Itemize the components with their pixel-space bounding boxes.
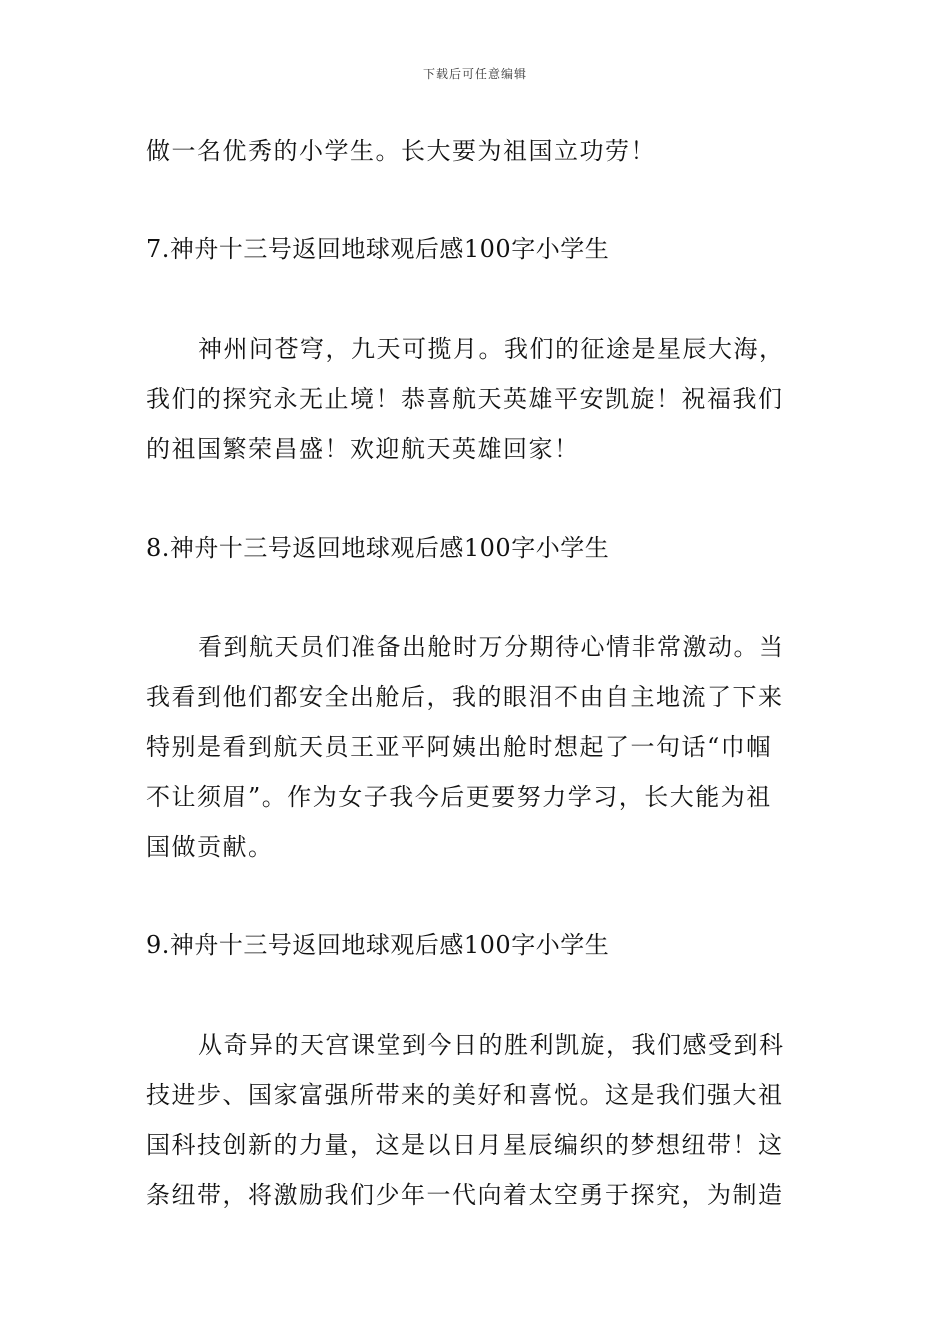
paragraph-line: 我看到他们都安全出舱后，我的眼泪不由自主地流了下来 [146, 683, 784, 711]
paragraph-line: 特别是看到航天员王亚平阿姨出舱时想起了一句话“巾帼 [146, 733, 772, 761]
paragraph-line: 做一名优秀的小学生。长大要为祖国立功劳！ [146, 137, 656, 165]
paragraph-line: 从奇异的天宫课堂到今日的胜利凯旋，我们感受到科 [198, 1031, 785, 1059]
section-heading-7: 7.神舟十三号返回地球观后感100字小学生 [146, 235, 610, 263]
paragraph-line: 看到航天员们准备出舱时万分期待心情非常激动。当 [198, 633, 785, 661]
paragraph-line: 技进步、国家富强所带来的美好和喜悦。这是我们强大祖 [146, 1081, 784, 1109]
paragraph-line: 我们的探究永无止境！恭喜航天英雄平安凯旋！祝福我们 [146, 385, 784, 413]
paragraph-line: 国科技创新的力量，这是以日月星辰编织的梦想纽带！这 [146, 1131, 784, 1159]
page-header: 下载后可任意编辑 [422, 67, 527, 81]
section-heading-9: 9.神舟十三号返回地球观后感100字小学生 [146, 931, 610, 959]
paragraph-line: 条纽带，将激励我们少年一代向着太空勇于探究，为制造 [146, 1181, 784, 1209]
section-heading-8: 8.神舟十三号返回地球观后感100字小学生 [146, 534, 610, 562]
paragraph-line: 不让须眉”。作为女子我今后更要努力学习，长大能为祖 [146, 783, 772, 811]
paragraph-line: 国做贡献。 [146, 833, 274, 861]
paragraph-line: 神州问苍穹，九天可揽月。我们的征途是星辰大海， [198, 335, 785, 363]
paragraph-line: 的祖国繁荣昌盛！欢迎航天英雄回家！ [146, 435, 580, 463]
